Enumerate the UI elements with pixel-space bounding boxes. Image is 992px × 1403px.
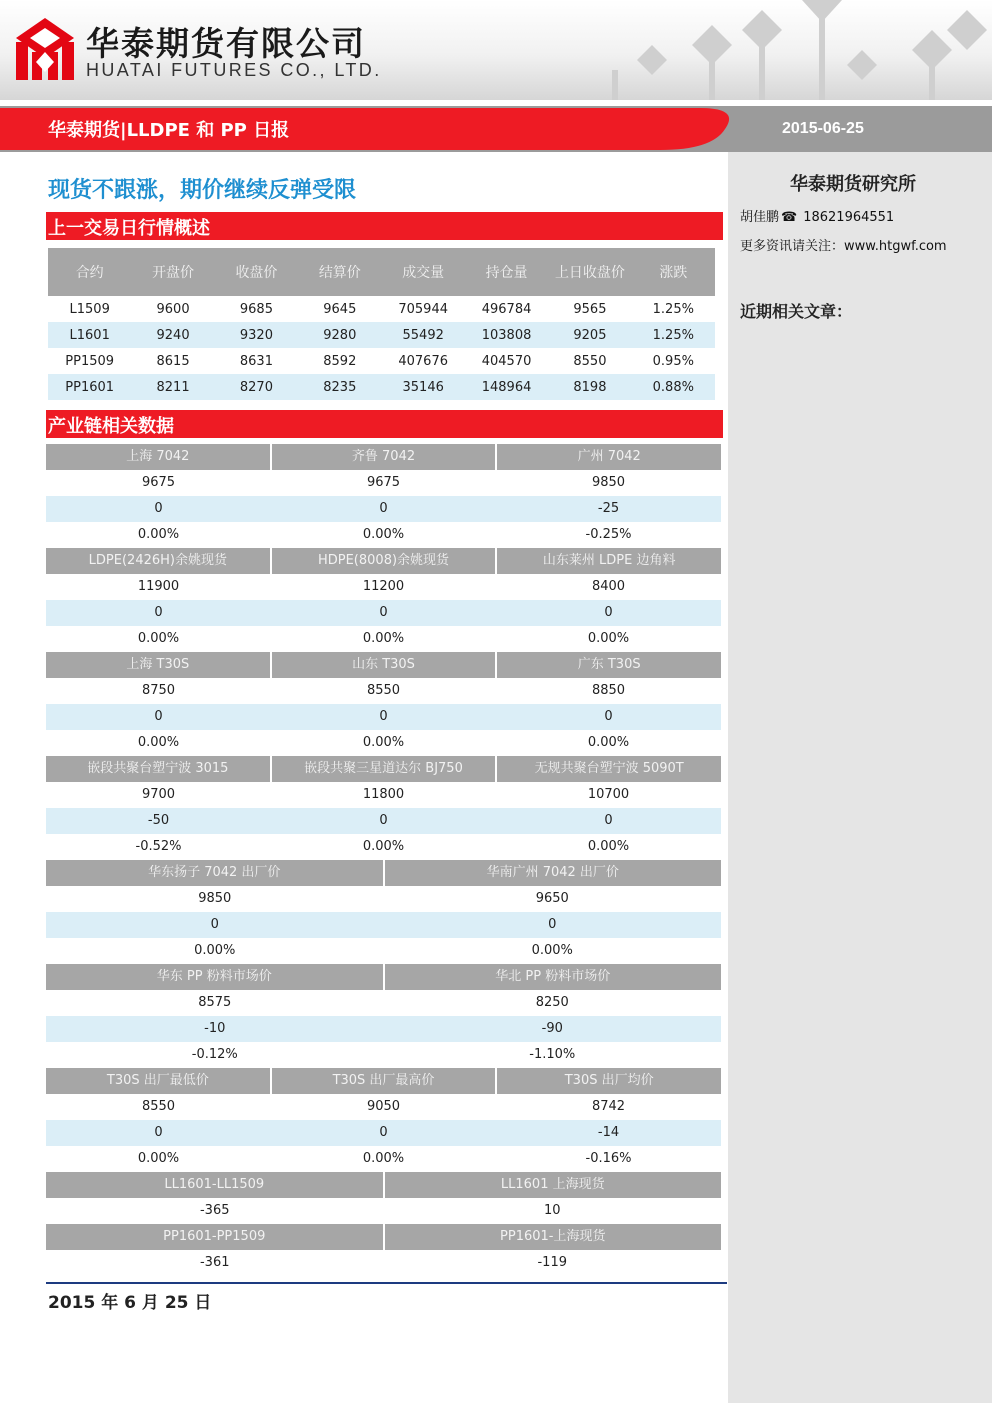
price-row: [46, 574, 721, 600]
percent-row: [46, 834, 721, 860]
table-cell: 1.25%: [652, 301, 694, 317]
price-value: 9850: [591, 475, 626, 490]
table-cell: 407676: [398, 353, 448, 369]
price-value: 9675: [366, 475, 401, 490]
change-value: 0: [379, 813, 388, 828]
percent-value: 0.00%: [137, 631, 180, 646]
footer-date: 2015 年 6 月 25 日: [48, 1293, 212, 1313]
change-value: 0: [379, 1125, 388, 1140]
percent-value: -0.16%: [585, 1151, 632, 1166]
percent-value: -1.10%: [529, 1047, 576, 1062]
percent-row: [46, 1042, 721, 1068]
block-header: 上海 7042: [46, 444, 272, 470]
sidebar: [728, 152, 992, 1403]
table-cell: 0.88%: [632, 374, 715, 400]
institute-name: 华泰期货研究所: [790, 174, 916, 195]
spread-row: [46, 1250, 721, 1276]
table-cell: L1601: [48, 322, 131, 348]
percent-value: 0.00%: [587, 839, 630, 854]
website-link[interactable]: www.htgwf.com: [844, 239, 947, 254]
block-header-row: [46, 444, 721, 470]
analyst-phone: 18621964551: [803, 210, 895, 225]
spread-value: -119: [537, 1255, 567, 1270]
table-cell: 35146: [382, 374, 465, 400]
price-value: 11800: [362, 787, 405, 802]
column-header: 开盘价: [131, 248, 214, 296]
table-cell: L1509: [69, 301, 110, 317]
change-row: [46, 808, 721, 834]
block-header: 嵌段共聚三星道达尔 BJ750: [272, 756, 498, 782]
change-row: [46, 704, 721, 730]
block-header: 嵌段共聚台塑宁波 3015: [46, 756, 272, 782]
block-header: LL1601-LL1509: [46, 1172, 385, 1198]
table-cell: 8198: [548, 374, 631, 400]
spread-value: 10: [543, 1203, 561, 1218]
analyst-contact: [740, 206, 894, 225]
market-table: [48, 248, 715, 400]
section-industry-chain: [46, 410, 723, 438]
percent-row: [46, 938, 721, 964]
block-header: T30S 出厂最高价: [272, 1068, 498, 1094]
column-header: 涨跌: [632, 248, 715, 296]
block-header-row: [46, 548, 721, 574]
block-header: 华北 PP 粉料市场价: [495, 969, 611, 984]
change-value: -14: [597, 1125, 620, 1140]
change-value: 0: [604, 605, 613, 620]
price-value: 11200: [362, 579, 405, 594]
table-cell: 9685: [239, 301, 273, 317]
table-cell: 8631: [239, 353, 273, 369]
change-value: 0: [604, 813, 613, 828]
percent-value: 0.00%: [137, 735, 180, 750]
price-row: [46, 886, 721, 912]
change-row: [46, 912, 721, 938]
change-value: 0: [210, 917, 219, 932]
change-value: 0: [154, 501, 163, 516]
data-block: [46, 548, 721, 652]
column-header: 合约: [48, 248, 131, 296]
page-header: [0, 0, 992, 100]
change-value: 0: [154, 709, 163, 724]
table-cell: 1.25%: [632, 322, 715, 348]
price-value: 9850: [198, 891, 232, 906]
spread-block: [46, 1172, 721, 1224]
percent-row: [46, 626, 721, 652]
change-row: [46, 1120, 721, 1146]
change-value: 0: [379, 605, 388, 620]
percent-value: 0.00%: [362, 1151, 405, 1166]
block-header: 华东 PP 粉料市场价: [46, 964, 385, 990]
price-value: 9675: [141, 475, 176, 490]
percent-value: 0.00%: [137, 527, 180, 542]
block-header: 上海 T30S: [46, 652, 272, 678]
block-header-row: [46, 1172, 721, 1198]
company-name-en: HUATAI FUTURES CO., LTD.: [86, 60, 382, 80]
price-value: 8750: [141, 683, 176, 698]
section-title: 产业链相关数据: [48, 416, 174, 437]
data-block: [46, 652, 721, 756]
percent-value: 0.00%: [137, 1151, 180, 1166]
recent-articles-label: 近期相关文章：: [740, 302, 853, 321]
block-header: LDPE(2426H)余姚现货: [46, 548, 272, 574]
table-cell: 9205: [548, 322, 631, 348]
section-title: 上一交易日行情概述: [48, 218, 210, 239]
block-header: HDPE(8008)余姚现货: [272, 548, 498, 574]
report-title: 华泰期货|LLDPE 和 PP 日报: [48, 120, 290, 141]
table-cell: 8550: [573, 353, 607, 369]
percent-value: 0.00%: [587, 735, 630, 750]
table-cell: 404570: [481, 353, 532, 369]
header-decoration: [592, 0, 992, 100]
section-market-overview: [46, 212, 723, 240]
change-value: 0: [154, 605, 163, 620]
price-value: 8575: [198, 995, 232, 1010]
block-header-row: [46, 652, 721, 678]
column-header: 持仓量: [465, 248, 548, 296]
table-cell: 8211: [131, 374, 214, 400]
percent-value: 0.00%: [194, 943, 236, 958]
table-cell: 8615: [156, 353, 190, 369]
table-row: [48, 296, 715, 322]
percent-value: 0.00%: [362, 527, 405, 542]
change-value: -50: [147, 813, 170, 828]
percent-value: 0.00%: [362, 631, 405, 646]
industry-chain-data: [46, 444, 721, 1276]
percent-value: -0.25%: [585, 527, 632, 542]
block-header-row: [46, 756, 721, 782]
data-block: [46, 756, 721, 860]
company-name-cn: 华泰期货有限公司: [86, 24, 366, 63]
block-header: T30S 出厂均价: [564, 1073, 654, 1088]
price-value: 9700: [141, 787, 176, 802]
block-header: T30S 出厂最低价: [46, 1068, 272, 1094]
percent-value: -0.52%: [135, 839, 182, 854]
block-header: LL1601 上海现货: [500, 1177, 605, 1192]
phone-icon: ☎: [781, 210, 798, 225]
percent-value: 0.00%: [531, 943, 573, 958]
percent-row: [46, 730, 721, 756]
price-value: 10700: [587, 787, 630, 802]
follow-label: 更多资讯请关注：: [740, 239, 845, 254]
table-cell: 103808: [465, 322, 548, 348]
change-row: [46, 1016, 721, 1042]
table-cell: PP1601: [48, 374, 131, 400]
change-value: -90: [541, 1021, 563, 1036]
table-header-row: [48, 248, 715, 296]
price-row: [46, 990, 721, 1016]
spread-value: -365: [199, 1203, 230, 1218]
table-cell: 9645: [323, 301, 357, 317]
table-row: [48, 322, 715, 348]
block-header: 广东 T30S: [577, 657, 641, 672]
column-header: 收盘价: [215, 248, 298, 296]
footer-rule: [46, 1282, 727, 1284]
column-header: 结算价: [298, 248, 381, 296]
change-row: [46, 496, 721, 522]
table-cell: 496784: [481, 301, 532, 317]
table-cell: 8270: [215, 374, 298, 400]
price-row: [46, 1094, 721, 1120]
column-header: 上日收盘价: [548, 248, 631, 296]
block-header: 广州 7042: [577, 449, 641, 464]
change-value: -10: [204, 1021, 226, 1036]
data-block: [46, 1068, 721, 1172]
change-value: 0: [379, 709, 388, 724]
table-cell: 148964: [465, 374, 548, 400]
table-cell: 9240: [131, 322, 214, 348]
table-cell: 0.95%: [652, 353, 694, 369]
data-block: [46, 860, 721, 964]
block-header: 无规共聚台塑宁波 5090T: [534, 761, 684, 776]
price-value: 8742: [591, 1099, 626, 1114]
table-cell: 55492: [382, 322, 465, 348]
change-value: 0: [154, 1125, 163, 1140]
block-header: 山东 T30S: [272, 652, 498, 678]
block-header: PP1601-PP1509: [46, 1224, 385, 1250]
price-value: 11900: [137, 579, 180, 594]
price-value: 9050: [366, 1099, 401, 1114]
change-value: 0: [379, 501, 388, 516]
percent-value: 0.00%: [362, 839, 405, 854]
block-header: 山东莱州 LDPE 边角料: [542, 553, 676, 568]
price-value: 8400: [591, 579, 626, 594]
block-header: 华南广州 7042 出厂价: [486, 865, 619, 880]
block-header: 华东扬子 7042 出厂价: [46, 860, 385, 886]
price-value: 8250: [535, 995, 569, 1010]
spread-value: -361: [199, 1255, 230, 1270]
block-header-row: [46, 1068, 721, 1094]
price-value: 9650: [535, 891, 569, 906]
block-header: PP1601-上海现货: [500, 1229, 606, 1244]
spread-row: [46, 1198, 721, 1224]
price-value: 8850: [591, 683, 626, 698]
table-row: [48, 348, 715, 374]
follow-line: [740, 235, 947, 254]
block-header-row: [46, 860, 721, 886]
block-header: 齐鲁 7042: [272, 444, 498, 470]
percent-value: 0.00%: [587, 631, 630, 646]
percent-row: [46, 522, 721, 548]
block-header-row: [46, 1224, 721, 1250]
price-value: 8550: [141, 1099, 176, 1114]
table-cell: 8235: [298, 374, 381, 400]
table-cell: 9320: [215, 322, 298, 348]
table-cell: PP1509: [65, 353, 115, 369]
percent-value: -0.12%: [191, 1047, 238, 1062]
change-value: 0: [548, 917, 557, 932]
report-date: 2015-06-25: [782, 120, 864, 137]
table-cell: 9600: [156, 301, 190, 317]
data-block: [46, 444, 721, 548]
data-block: [46, 964, 721, 1068]
table-row: [48, 374, 715, 400]
spread-block: [46, 1224, 721, 1276]
table-cell: 705944: [398, 301, 448, 317]
table-cell: 8592: [323, 353, 357, 369]
price-row: [46, 470, 721, 496]
percent-value: 0.00%: [362, 735, 405, 750]
headline: 现货不跟涨，期价继续反弹受限: [48, 178, 357, 203]
column-header: 成交量: [382, 248, 465, 296]
block-header-row: [46, 964, 721, 990]
huatai-logo-icon: [16, 18, 74, 80]
price-row: [46, 782, 721, 808]
change-row: [46, 600, 721, 626]
price-row: [46, 678, 721, 704]
analyst-name: 胡佳鹏: [740, 210, 780, 225]
table-cell: 9565: [573, 301, 607, 317]
change-value: 0: [604, 709, 613, 724]
price-value: 8550: [366, 683, 401, 698]
change-value: -25: [597, 501, 620, 516]
table-cell: 9280: [298, 322, 381, 348]
percent-row: [46, 1146, 721, 1172]
